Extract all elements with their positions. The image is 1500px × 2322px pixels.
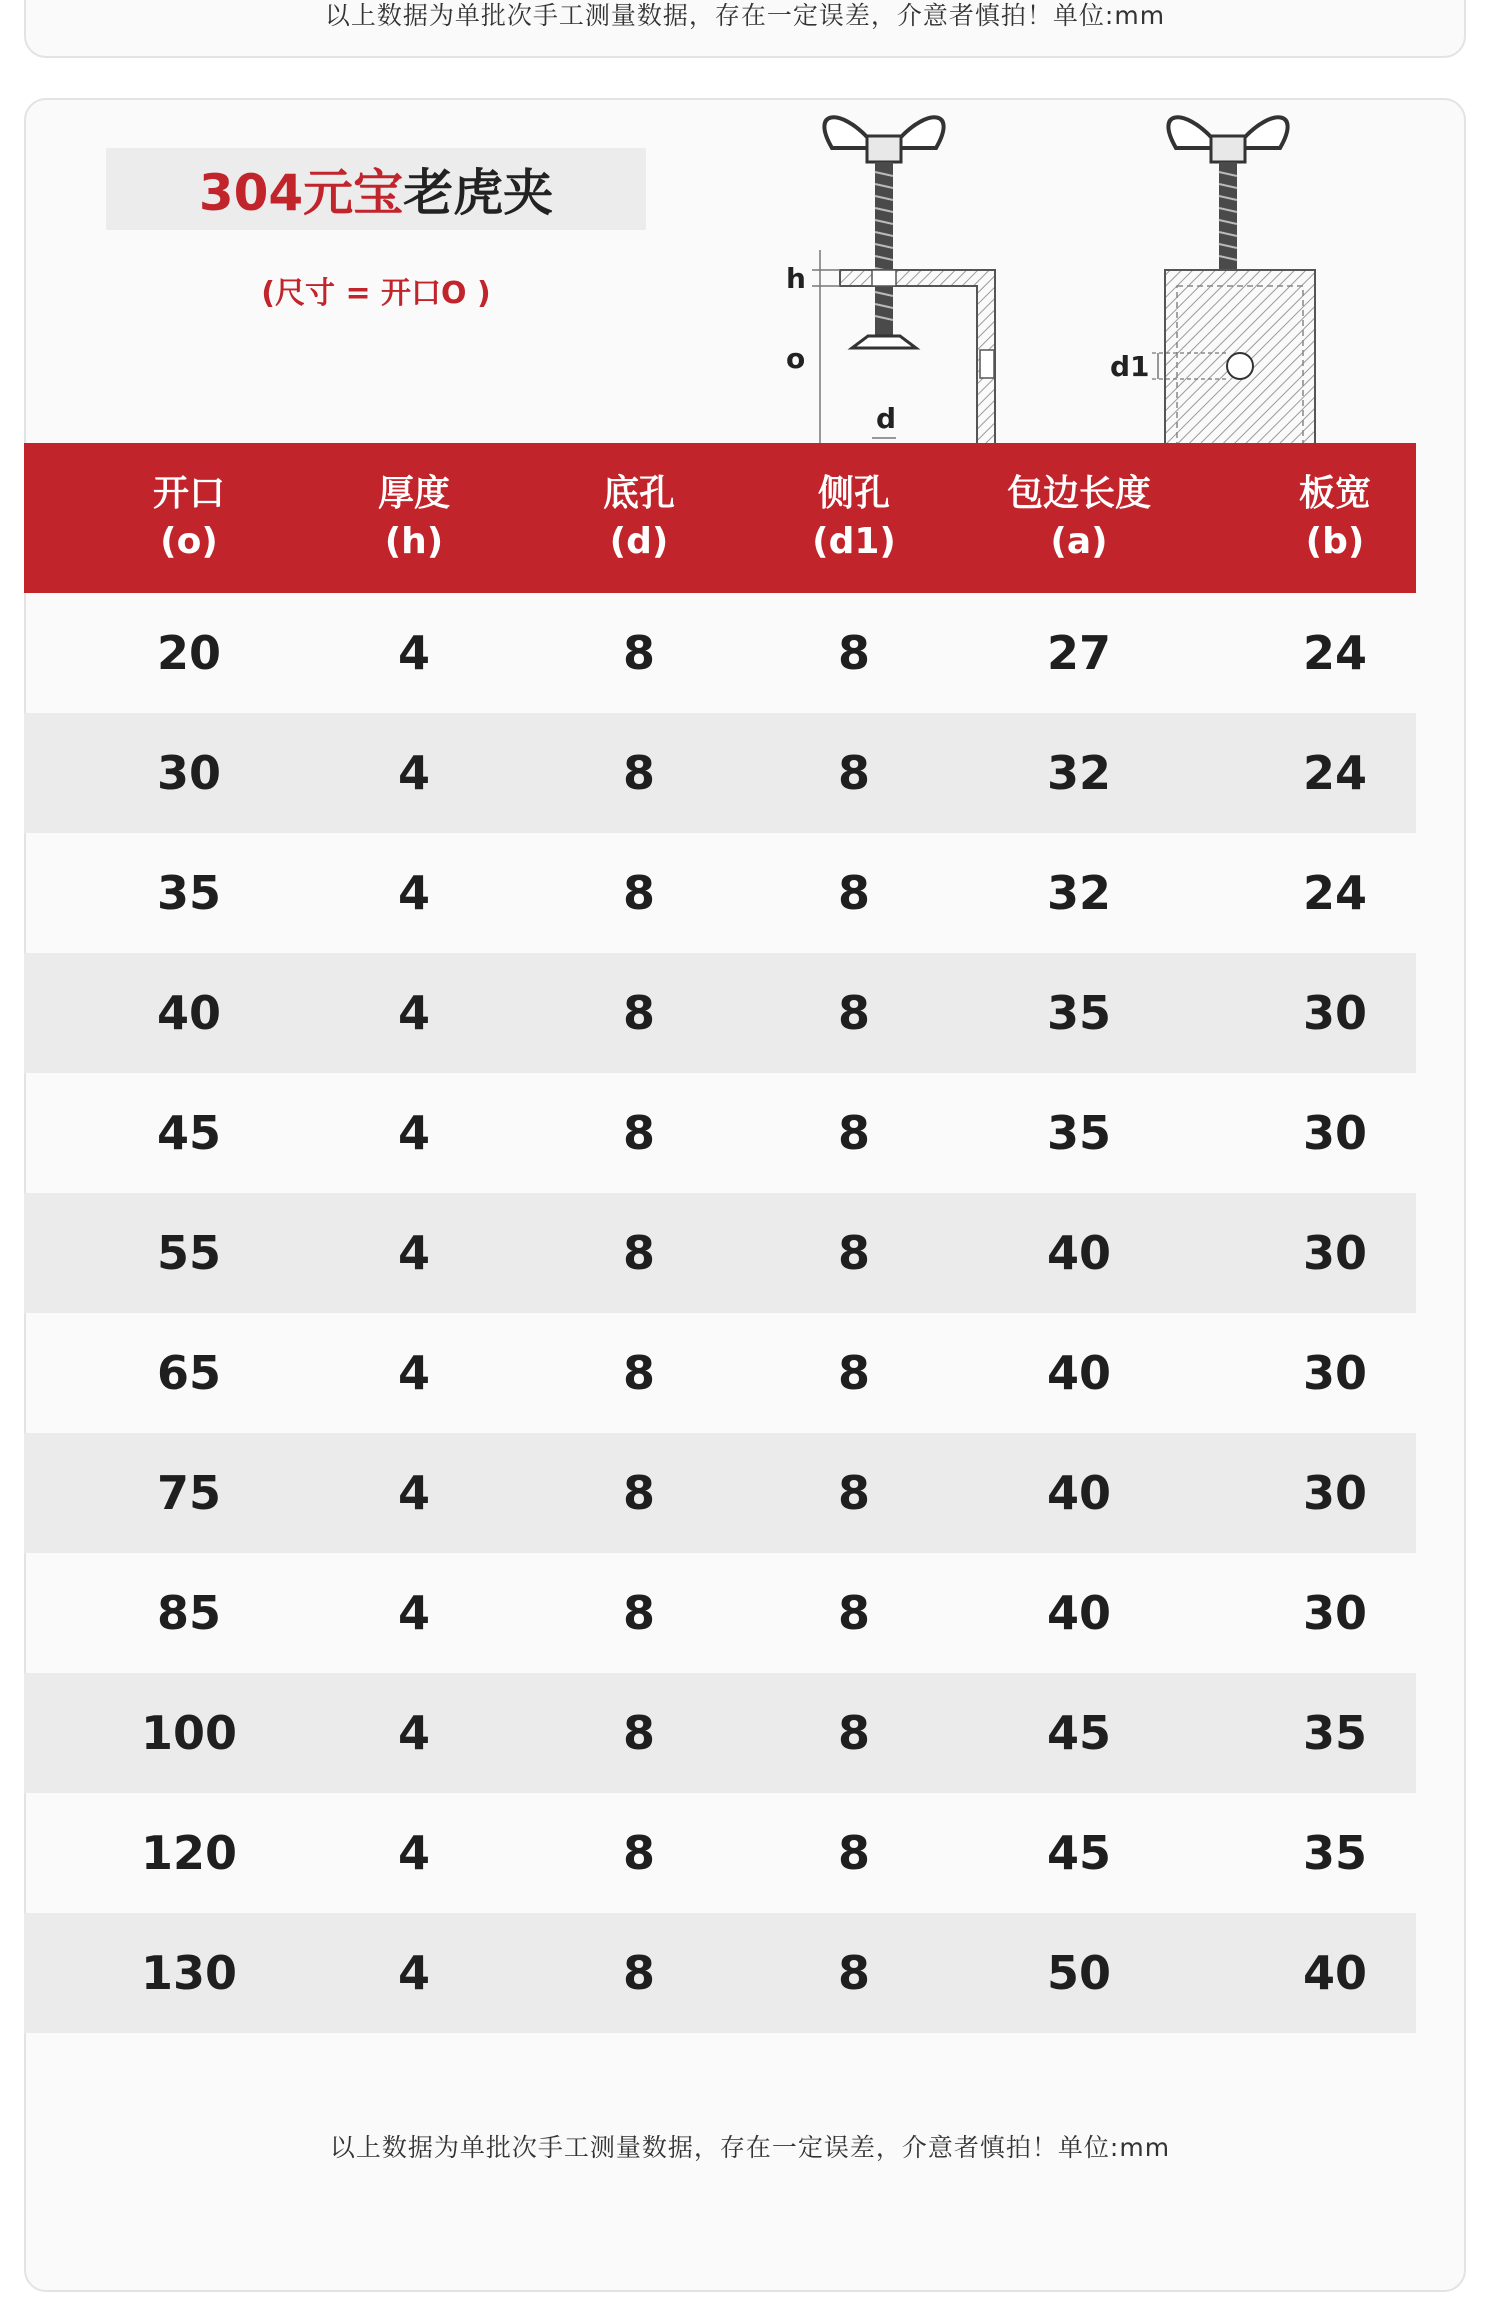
cell-side-hole: 8 bbox=[837, 1226, 870, 1280]
cell-edge-length: 40 bbox=[1046, 1346, 1111, 1400]
cell-bottom-hole: 8 bbox=[622, 1946, 655, 2000]
cell-edge-length: 40 bbox=[1046, 1226, 1111, 1280]
label-d1: d1 bbox=[1110, 350, 1150, 383]
cell-thickness: 4 bbox=[397, 626, 430, 680]
table-row bbox=[24, 1313, 1416, 1433]
cell-plate-width: 24 bbox=[1302, 746, 1367, 800]
cell-bottom-hole: 8 bbox=[622, 746, 655, 800]
cell-side-hole: 8 bbox=[837, 1106, 870, 1160]
cell-side-hole: 8 bbox=[837, 986, 870, 1040]
top-measurement-note: 以上数据为单批次手工测量数据，存在一定误差，介意者慎拍！单位:mm bbox=[324, 1, 1166, 30]
cell-plate-width: 35 bbox=[1302, 1706, 1367, 1760]
cell-thickness: 4 bbox=[397, 1106, 430, 1160]
cell-bottom-hole: 8 bbox=[622, 1706, 655, 1760]
cell-thickness: 4 bbox=[397, 1946, 430, 2000]
cell-plate-width: 30 bbox=[1302, 1586, 1367, 1640]
product-title-red: 304元宝 bbox=[198, 164, 404, 222]
header-bottom-hole: 底孔 (d) bbox=[602, 473, 675, 562]
cell-plate-width: 30 bbox=[1302, 1346, 1367, 1400]
cell-edge-length: 45 bbox=[1046, 1826, 1111, 1880]
size-subtitle: (尺寸 = 开口O ) bbox=[261, 276, 491, 311]
wing-nut-icon bbox=[824, 117, 943, 162]
cell-opening: 35 bbox=[156, 866, 221, 920]
table-row bbox=[24, 833, 1416, 953]
cell-edge-length: 50 bbox=[1046, 1946, 1111, 2000]
cell-thickness: 4 bbox=[397, 1706, 430, 1760]
cell-bottom-hole: 8 bbox=[622, 986, 655, 1040]
label-o: o bbox=[786, 342, 806, 375]
cell-bottom-hole: 8 bbox=[622, 626, 655, 680]
spec-table bbox=[24, 443, 1416, 2033]
cell-side-hole: 8 bbox=[837, 1946, 870, 2000]
cell-opening: 120 bbox=[140, 1826, 238, 1880]
cell-opening: 75 bbox=[156, 1466, 221, 1520]
cell-thickness: 4 bbox=[397, 746, 430, 800]
table-row bbox=[24, 713, 1416, 833]
cell-opening: 130 bbox=[140, 1946, 238, 2000]
header-side-hole: 侧孔 (d1) bbox=[812, 473, 896, 562]
header-edge-length: 包边长度 (a) bbox=[1006, 473, 1151, 562]
cell-side-hole: 8 bbox=[837, 1706, 870, 1760]
table-row bbox=[24, 1553, 1416, 1673]
table-row bbox=[24, 593, 1416, 713]
table-header bbox=[24, 443, 1416, 593]
cell-side-hole: 8 bbox=[837, 1826, 870, 1880]
header-opening: 开口 (o) bbox=[152, 473, 225, 562]
header-thickness: 厚度 (h) bbox=[377, 473, 450, 562]
cell-thickness: 4 bbox=[397, 1346, 430, 1400]
label-d: d bbox=[876, 402, 897, 435]
table-row bbox=[24, 953, 1416, 1073]
cell-edge-length: 32 bbox=[1046, 746, 1111, 800]
cell-bottom-hole: 8 bbox=[622, 1586, 655, 1640]
cell-thickness: 4 bbox=[397, 1226, 430, 1280]
cell-opening: 30 bbox=[156, 746, 221, 800]
label-h: h bbox=[786, 262, 806, 295]
table-row bbox=[24, 1073, 1416, 1193]
cell-thickness: 4 bbox=[397, 1826, 430, 1880]
cell-plate-width: 30 bbox=[1302, 986, 1367, 1040]
cell-bottom-hole: 8 bbox=[622, 866, 655, 920]
cell-bottom-hole: 8 bbox=[622, 1106, 655, 1160]
cell-edge-length: 35 bbox=[1046, 1106, 1111, 1160]
cell-side-hole: 8 bbox=[837, 866, 870, 920]
cell-side-hole: 8 bbox=[837, 746, 870, 800]
table-row bbox=[24, 1673, 1416, 1793]
cell-bottom-hole: 8 bbox=[622, 1826, 655, 1880]
cell-opening: 85 bbox=[156, 1586, 221, 1640]
cell-opening: 65 bbox=[156, 1346, 221, 1400]
product-title bbox=[106, 148, 646, 230]
cell-side-hole: 8 bbox=[837, 1466, 870, 1520]
cell-side-hole: 8 bbox=[837, 626, 870, 680]
cell-plate-width: 24 bbox=[1302, 866, 1367, 920]
cell-edge-length: 45 bbox=[1046, 1706, 1111, 1760]
cell-plate-width: 30 bbox=[1302, 1466, 1367, 1520]
cell-bottom-hole: 8 bbox=[622, 1346, 655, 1400]
table-row bbox=[24, 1793, 1416, 1913]
product-title-dark: 老虎夹 bbox=[403, 164, 554, 222]
cell-thickness: 4 bbox=[397, 986, 430, 1040]
cell-edge-length: 40 bbox=[1046, 1586, 1111, 1640]
cell-plate-width: 35 bbox=[1302, 1826, 1367, 1880]
cell-side-hole: 8 bbox=[837, 1586, 870, 1640]
cell-side-hole: 8 bbox=[837, 1346, 870, 1400]
top-card bbox=[24, 0, 1466, 58]
cell-opening: 40 bbox=[156, 986, 221, 1040]
table-row bbox=[24, 1433, 1416, 1553]
cell-thickness: 4 bbox=[397, 866, 430, 920]
cell-opening: 55 bbox=[156, 1226, 221, 1280]
cell-edge-length: 32 bbox=[1046, 866, 1111, 920]
cell-edge-length: 35 bbox=[1046, 986, 1111, 1040]
cell-opening: 20 bbox=[156, 626, 221, 680]
cell-edge-length: 27 bbox=[1046, 626, 1111, 680]
cell-thickness: 4 bbox=[397, 1586, 430, 1640]
table-row bbox=[24, 1193, 1416, 1313]
header-plate-width: 板宽 (b) bbox=[1298, 473, 1371, 562]
cell-bottom-hole: 8 bbox=[622, 1466, 655, 1520]
cell-opening: 100 bbox=[140, 1706, 238, 1760]
cell-edge-length: 40 bbox=[1046, 1466, 1111, 1520]
cell-plate-width: 30 bbox=[1302, 1226, 1367, 1280]
cell-opening: 45 bbox=[156, 1106, 221, 1160]
cell-thickness: 4 bbox=[397, 1466, 430, 1520]
cell-plate-width: 40 bbox=[1302, 1946, 1367, 2000]
table-row bbox=[24, 1913, 1416, 2033]
wing-nut-icon bbox=[1168, 117, 1287, 162]
cell-bottom-hole: 8 bbox=[622, 1226, 655, 1280]
cell-plate-width: 30 bbox=[1302, 1106, 1367, 1160]
bottom-measurement-note: 以上数据为单批次手工测量数据，存在一定误差，介意者慎拍！单位:mm bbox=[329, 2133, 1171, 2162]
cell-plate-width: 24 bbox=[1302, 626, 1367, 680]
